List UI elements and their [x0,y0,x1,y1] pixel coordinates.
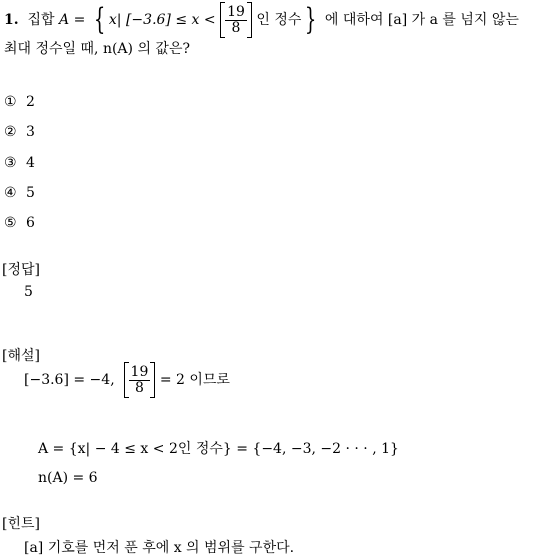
equals-sign: = [73,12,86,28]
choice-marker: ③ [4,155,17,171]
choice-4[interactable] [4,185,35,201]
fraction-19-8 [129,365,151,395]
problem-line-1 [4,2,519,36]
set-variable: A [59,12,70,28]
explanation-count: n(A) = 6 [38,470,98,486]
fraction-numerator: 19 [227,3,245,20]
problem-text-integer: 인 정수 [256,12,302,28]
choice-marker: ① [4,94,17,110]
fraction-denominator: 8 [135,379,144,396]
problem-line-2: 최대 정수일 때, n(A) 의 값은? [4,41,190,57]
hint-text: [a] 기호를 먼저 푼 후에 x 의 범위를 구한다. [24,540,295,556]
choice-value: 2 [26,94,35,110]
fraction-numerator: 19 [130,363,149,380]
choice-value: 3 [26,124,35,140]
problem-number: 1. [4,12,19,28]
choice-value: 5 [26,185,35,201]
choice-5[interactable] [4,215,35,231]
choice-marker: ④ [4,185,17,201]
choice-marker: ⑤ [4,215,17,231]
choice-1[interactable] [4,94,35,110]
choice-value: 6 [26,215,35,231]
answer-label: [정답] [2,262,40,278]
hint-label: [힌트] [2,516,40,532]
choice-value: 4 [26,155,35,171]
choice-2[interactable] [4,124,35,140]
explanation-floor-result: = 2 이므로 [159,372,230,388]
floor-bracket-right [247,2,252,38]
fraction-19-8 [225,5,247,35]
explanation-floor-value: [−3.6] = −4, [24,372,115,388]
right-brace: } [305,2,317,37]
answer-value: 5 [24,284,33,300]
problem-text-tail: 에 대하여 [a] 가 a 를 넘지 않는 [324,12,519,28]
fraction-denominator: 8 [231,19,241,36]
choice-3[interactable] [4,155,35,171]
set-condition: x| [−3.6] ≤ x < [108,12,216,28]
explanation-set: A = {x| − 4 ≤ x < 2인 정수} = {−4, −3, −2 · · · , 1} [38,441,399,457]
explanation-line-1 [0,362,230,398]
floor-bracket-right [150,362,155,398]
problem-text-pre: 집합 [27,12,55,28]
left-brace: { [93,2,106,37]
choice-marker: ② [4,124,17,140]
explanation-label: [해설] [2,348,40,364]
